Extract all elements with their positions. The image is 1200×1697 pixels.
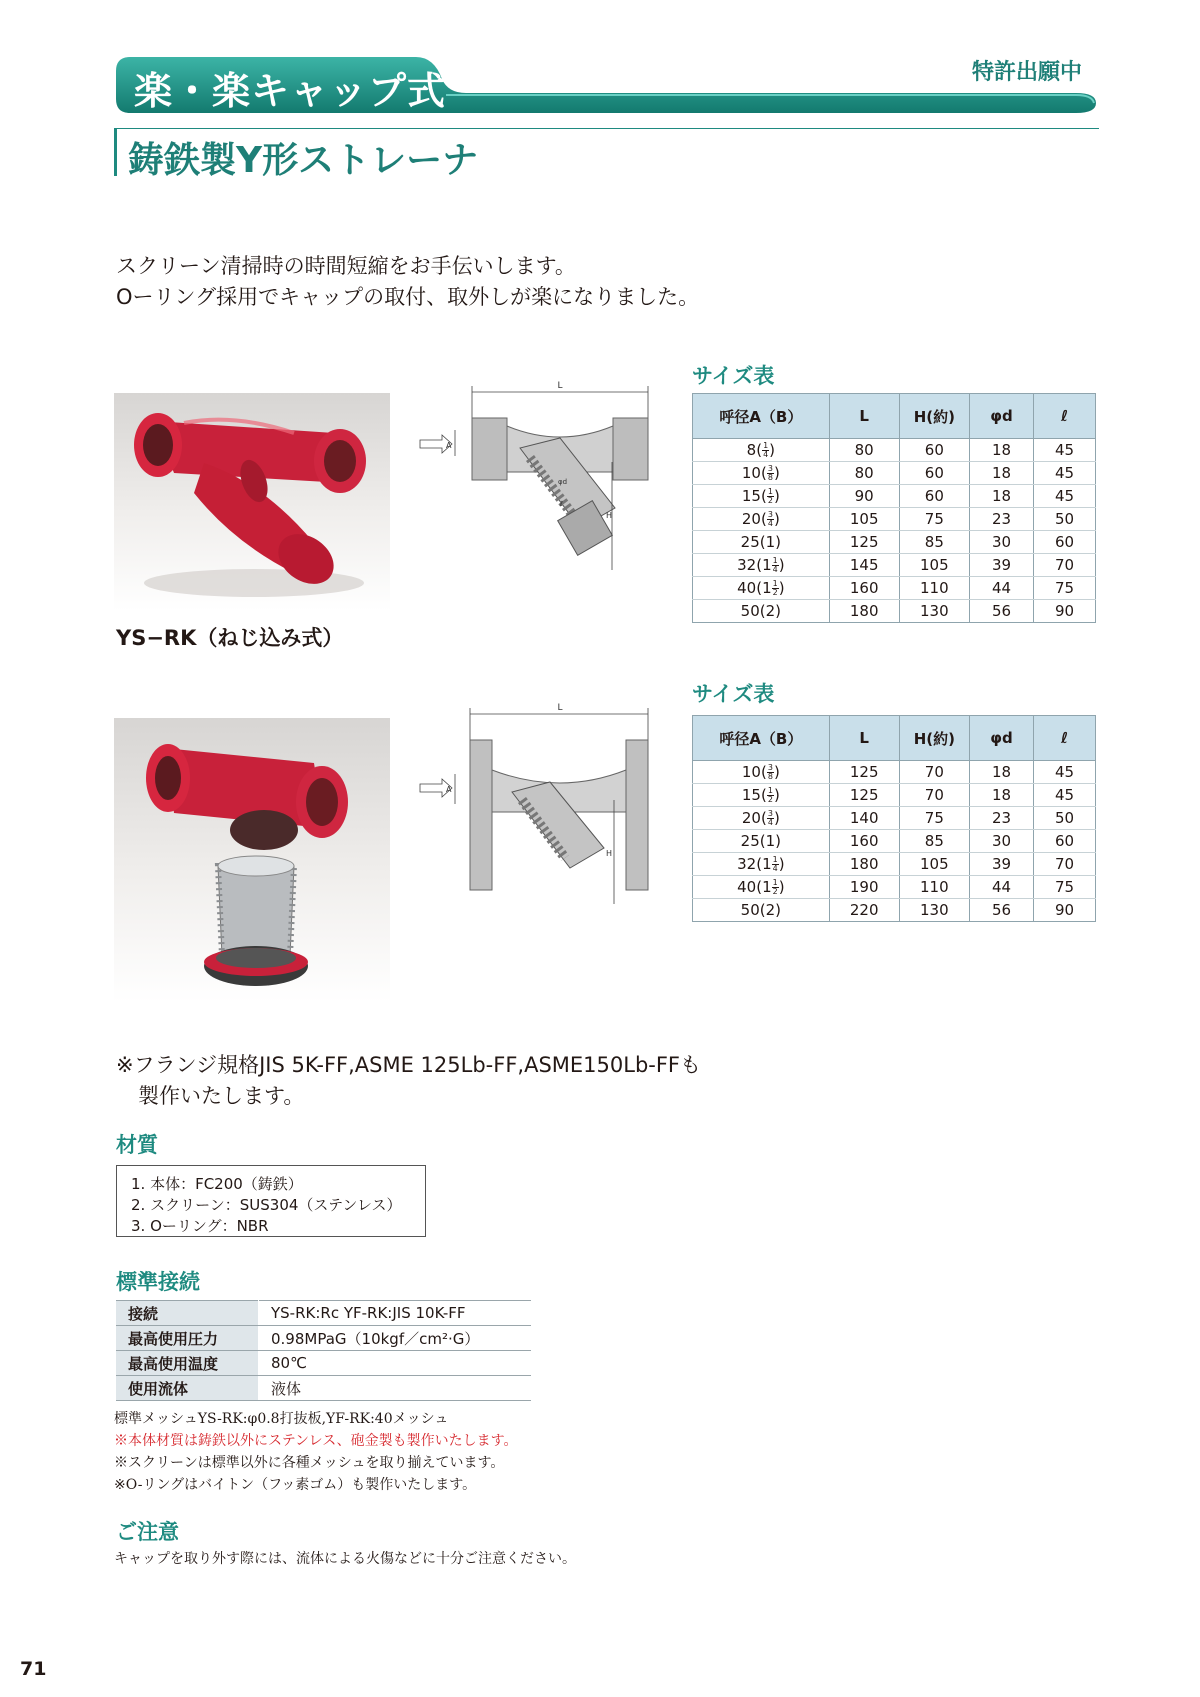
table-row [693, 508, 1096, 531]
cell-l: 90 [1034, 600, 1096, 623]
cell-l: 60 [1034, 830, 1096, 853]
size-cell: 25(1) [693, 830, 830, 853]
cell-L: 125 [829, 761, 899, 784]
size-table-body [693, 439, 1096, 623]
size-cell: 8( $\frac{1}{4}$ ) [693, 439, 830, 462]
cell-L: 160 [829, 830, 899, 853]
cell-H: 105 [899, 853, 969, 876]
connection-value: 80℃ [259, 1351, 532, 1376]
cell-d: 39 [970, 554, 1034, 577]
fraction: $\frac{3}{4}$ [767, 510, 773, 528]
cell-l: 45 [1034, 439, 1096, 462]
table-row [693, 807, 1096, 830]
fraction: $\frac{3}{4}$ [767, 809, 773, 827]
size-cell: 20( $\frac{3}{4}$ ) [693, 807, 830, 830]
cell-H: 130 [899, 899, 969, 922]
cell-l: 60 [1034, 531, 1096, 554]
diagram2-label-a: A [446, 785, 452, 794]
product-photo-yf-rk [114, 718, 390, 1002]
cell-d: 23 [970, 508, 1034, 531]
material-box [116, 1165, 426, 1237]
fraction: $\frac{1}{2}$ [767, 487, 773, 505]
table-row [116, 1351, 531, 1376]
cell-d: 56 [970, 899, 1034, 922]
dimension-diagram-ys-rk [400, 378, 650, 578]
table-row [693, 600, 1096, 623]
intro-line-1: スクリーン清掃時の時間短縮をお手伝いします。 [116, 254, 576, 278]
fraction: $\frac{1}{2}$ [772, 878, 778, 896]
page-number: 71 [20, 1658, 47, 1680]
header-nominal: 呼径A（B） [693, 394, 830, 439]
connection-table [116, 1300, 531, 1401]
footnote-oring: ※O-リングはバイトン（フッ素ゴム）も製作いたします。 [114, 1477, 477, 1493]
size-cell: 50(2) [693, 899, 830, 922]
cell-l: 70 [1034, 853, 1096, 876]
cell-d: 44 [970, 577, 1034, 600]
size-cell: 10( $\frac{3}{8}$ ) [693, 462, 830, 485]
diagram-label-l: L [557, 381, 563, 391]
fraction: $\frac{1}{4}$ [772, 556, 778, 574]
header-h: H(約) [899, 716, 969, 761]
table-row [693, 830, 1096, 853]
connection-title: 標準接続 [116, 1270, 200, 1294]
diagram2-label-h: H [606, 849, 613, 858]
size-table-yf-rk [692, 715, 1096, 922]
flange-note-line-1: ※フランジ規格JIS 5K-FF,ASME 125Lb-FF,ASME150Lb-FFも [116, 1053, 702, 1077]
connection-key: 接続 [116, 1301, 259, 1326]
fraction: $\frac{1}{4}$ [772, 855, 778, 873]
size-cell: 40(1 $\frac{1}{2}$ ) [693, 876, 830, 899]
cell-L: 180 [829, 600, 899, 623]
size-table-2-title: サイズ表 [692, 682, 775, 706]
cell-l: 90 [1034, 899, 1096, 922]
connection-key: 最高使用温度 [116, 1351, 259, 1376]
strainer-threaded-image [114, 393, 390, 611]
diagram-label-d: φd [558, 478, 568, 486]
cell-L: 125 [829, 531, 899, 554]
patent-label: 特許出願中 [972, 60, 1083, 85]
header-ell: ℓ [1034, 716, 1096, 761]
material-item: 2. スクリーン：SUS304（ステンレス） [131, 1196, 402, 1214]
cell-H: 105 [899, 554, 969, 577]
cell-l: 75 [1034, 876, 1096, 899]
cell-H: 130 [899, 600, 969, 623]
diagram-label-a: A [446, 441, 452, 450]
size-table-body [693, 761, 1096, 922]
cell-L: 145 [829, 554, 899, 577]
connection-key: 最高使用圧力 [116, 1326, 259, 1351]
table-row [693, 485, 1096, 508]
strainer-with-screen-image [114, 718, 390, 1002]
intro-line-2: Oーリング採用でキャップの取付、取外しが楽になりました。 [116, 285, 700, 309]
subtitle-bar [114, 128, 117, 176]
diagram-label-h: H [606, 511, 613, 520]
footnote-screen: ※スクリーンは標準以外に各種メッシュを取り揃えています。 [114, 1455, 505, 1471]
cell-l: 45 [1034, 761, 1096, 784]
connection-value: YS-RK:Rc YF-RK:JIS 10K-FF [259, 1301, 532, 1326]
connection-key: 使用流体 [116, 1376, 259, 1401]
cell-H: 110 [899, 876, 969, 899]
cell-L: 105 [829, 508, 899, 531]
cell-d: 18 [970, 761, 1034, 784]
cell-d: 30 [970, 531, 1034, 554]
cell-d: 18 [970, 439, 1034, 462]
cell-H: 85 [899, 830, 969, 853]
cell-l: 45 [1034, 784, 1096, 807]
cell-L: 140 [829, 807, 899, 830]
cell-L: 80 [829, 439, 899, 462]
connection-value: 液体 [259, 1376, 532, 1401]
cell-l: 45 [1034, 485, 1096, 508]
cell-l: 50 [1034, 508, 1096, 531]
cell-d: 30 [970, 830, 1034, 853]
cell-L: 190 [829, 876, 899, 899]
cell-L: 80 [829, 462, 899, 485]
table-row [693, 554, 1096, 577]
size-cell: 15( $\frac{1}{2}$ ) [693, 485, 830, 508]
cell-d: 56 [970, 600, 1034, 623]
footnote-mesh: 標準メッシュYS-RK:φ0.8打抜板,YF-RK:40メッシュ [114, 1411, 449, 1427]
cell-H: 85 [899, 531, 969, 554]
table-row [116, 1301, 531, 1326]
cell-L: 160 [829, 577, 899, 600]
cell-d: 18 [970, 485, 1034, 508]
model-label-ys-rk: YS−RK（ねじ込み式） [116, 626, 344, 650]
size-cell: 40(1 $\frac{1}{2}$ ) [693, 577, 830, 600]
header-nominal: 呼径A（B） [693, 716, 830, 761]
fraction: $\frac{3}{8}$ [767, 464, 773, 482]
fraction: $\frac{1}{2}$ [772, 579, 778, 597]
table-row [693, 439, 1096, 462]
table-row [693, 531, 1096, 554]
cell-L: 90 [829, 485, 899, 508]
cell-L: 180 [829, 853, 899, 876]
cell-l: 70 [1034, 554, 1096, 577]
caution-title: ご注意 [116, 1520, 179, 1544]
footnote-material-red: ※本体材質は鋳鉄以外にステンレス、砲金製も製作いたします。 [114, 1433, 518, 1449]
table-row [116, 1326, 531, 1351]
connection-value: 0.98MPaG（10kgf／cm²·G） [259, 1326, 532, 1351]
subtitle-rule [114, 128, 1099, 129]
table-row [693, 577, 1096, 600]
table-row [116, 1376, 531, 1401]
cell-d: 18 [970, 462, 1034, 485]
fraction: $\frac{1}{4}$ [763, 441, 769, 459]
table-row [693, 876, 1096, 899]
table-row [693, 761, 1096, 784]
cell-H: 75 [899, 508, 969, 531]
cell-L: 125 [829, 784, 899, 807]
cell-d: 44 [970, 876, 1034, 899]
fraction: $\frac{1}{2}$ [767, 786, 773, 804]
material-item: 3. Oーリング：NBR [131, 1217, 269, 1235]
cell-H: 60 [899, 439, 969, 462]
header-d: φd [970, 394, 1034, 439]
diagram-label-ell: ℓ [560, 500, 563, 508]
cell-H: 75 [899, 807, 969, 830]
cell-H: 60 [899, 485, 969, 508]
fraction: $\frac{3}{8}$ [767, 763, 773, 781]
material-item: 1. 本体：FC200（鋳鉄） [131, 1175, 303, 1193]
cell-l: 75 [1034, 577, 1096, 600]
size-cell: 32(1 $\frac{1}{4}$ ) [693, 554, 830, 577]
header-h: H(約) [899, 394, 969, 439]
cell-l: 50 [1034, 807, 1096, 830]
size-table-1-title: サイズ表 [692, 364, 775, 388]
cell-L: 220 [829, 899, 899, 922]
header-l: L [829, 394, 899, 439]
header-l: L [829, 716, 899, 761]
cell-H: 110 [899, 577, 969, 600]
table-row [693, 899, 1096, 922]
cell-d: 23 [970, 807, 1034, 830]
size-cell: 50(2) [693, 600, 830, 623]
dimension-diagram-yf-rk [400, 700, 650, 910]
series-title: 楽・楽キャップ式 [134, 69, 447, 113]
size-cell: 32(1 $\frac{1}{4}$ ) [693, 853, 830, 876]
cell-d: 39 [970, 853, 1034, 876]
size-cell: 25(1) [693, 531, 830, 554]
diagram2-label-l: L [557, 703, 563, 713]
header-ell: ℓ [1034, 394, 1096, 439]
size-cell: 15( $\frac{1}{2}$ ) [693, 784, 830, 807]
caution-text: キャップを取り外す際には、流体による火傷などに十分ご注意ください。 [114, 1551, 576, 1567]
table-row [693, 853, 1096, 876]
product-photo-ys-rk [114, 393, 390, 611]
cell-d: 18 [970, 784, 1034, 807]
table-row [693, 784, 1096, 807]
cell-H: 70 [899, 761, 969, 784]
size-table-ys-rk [692, 393, 1096, 623]
product-title: 鋳鉄製Y形ストレーナ [128, 140, 479, 181]
size-cell: 10( $\frac{3}{8}$ ) [693, 761, 830, 784]
material-title: 材質 [116, 1133, 158, 1157]
table-row [693, 462, 1096, 485]
cell-H: 70 [899, 784, 969, 807]
header-d: φd [970, 716, 1034, 761]
size-cell: 20( $\frac{3}{4}$ ) [693, 508, 830, 531]
cell-H: 60 [899, 462, 969, 485]
flange-note-line-2: 製作いたします。 [138, 1084, 305, 1108]
cell-l: 45 [1034, 462, 1096, 485]
